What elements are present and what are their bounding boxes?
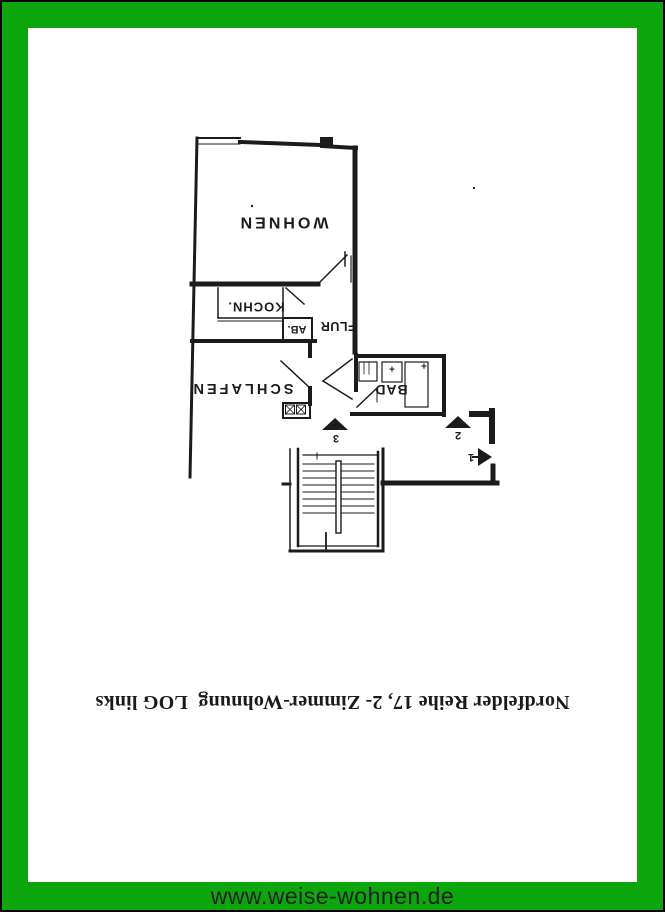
room-label-ab: AB. [287,323,307,335]
plan-caption: Nordfelder Reihe 17, 2- Zimmer-Wohnung LOG links [95,691,570,713]
marker-label-2: 2 [454,429,462,441]
marker-label-3: 3 [332,432,340,444]
room-label-kochn: KOCHN. [227,299,285,315]
arrow-2-icon [445,416,471,428]
footer-band [2,882,663,910]
bath-plus-mark: + [421,359,427,371]
bath-plus-mark: + [389,362,395,374]
marker-label-1: 1 [467,451,475,463]
footer-url-text: www.weise-wohnen.de [210,883,455,909]
room-label-bad: BAD [374,382,408,398]
arrow-3-icon [322,418,348,430]
room-label-flur: FLUR [320,319,356,333]
room-label-wohnen: WOHNEN [237,213,329,231]
room-label-schlafen: SCHLAFEN [190,380,294,396]
direction-arrows [322,416,492,466]
wall-lines [190,137,497,551]
arrow-1-icon [478,448,492,466]
